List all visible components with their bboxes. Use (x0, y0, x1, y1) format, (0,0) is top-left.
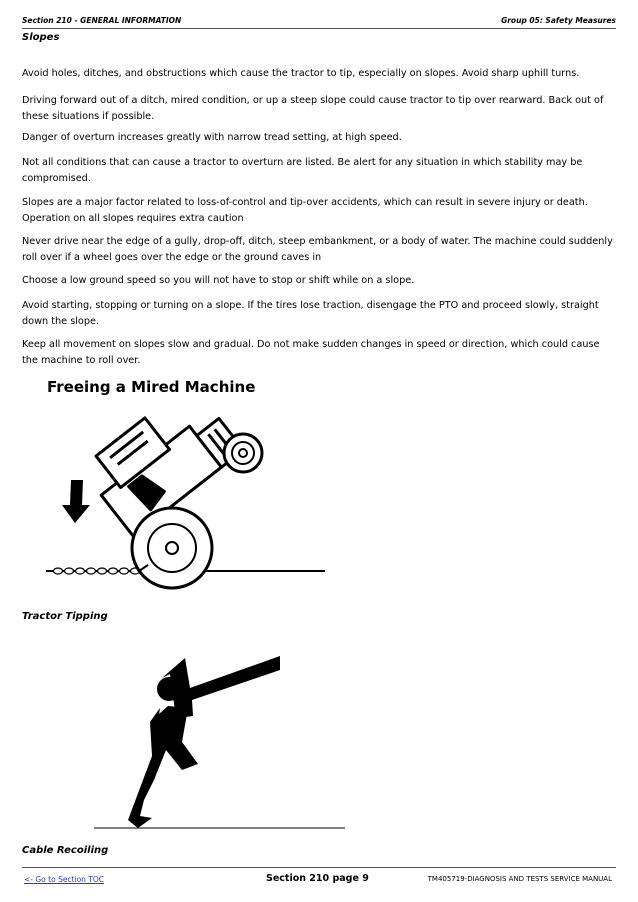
figure-caption: Cable Recoiling (22, 845, 109, 856)
page-number: Section 210 page 9 (266, 873, 369, 884)
paragraph: Avoid holes, ditches, and obstructions which cause the tractor to tip, especially on slopes. Avoid sharp uphill turns. (22, 68, 580, 79)
page-header (22, 16, 616, 28)
footer-divider (22, 867, 616, 868)
tractor-tipping-icon (40, 405, 340, 595)
paragraph: Never drive near the edge of a gully, drop-off, ditch, steep embankment, or a body of water. The machine could suddenly roll over if a wheel goes over the edge or the ground caves in (22, 236, 613, 263)
section-title: Slopes (22, 32, 60, 43)
paragraph: Slopes are a major factor related to loss-of-control and tip-over accidents, which can result in severe injury or death. Operation on all slopes requires extra caution (22, 197, 588, 224)
paragraph: Keep all movement on slopes slow and gradual. Do not make sudden changes in speed or direction, which could cause the machine to roll over. (22, 339, 600, 366)
paragraph: Danger of overturn increases greatly with narrow tread setting, at high speed. (22, 132, 402, 143)
paragraph: Driving forward out of a ditch, mired condition, or up a steep slope could cause tractor to tip over rearward. Back out of these situations if possible. (22, 95, 604, 122)
paragraph: Choose a low ground speed so you will not have to stop or shift while on a slope. (22, 275, 415, 286)
cable-recoil-icon (90, 638, 350, 833)
figure-caption: Tractor Tipping (22, 611, 108, 622)
manual-id: TM405719-DIAGNOSIS AND TESTS SERVICE MANUAL (427, 875, 612, 883)
figure-title: Freeing a Mired Machine (47, 378, 256, 396)
page-footer (22, 873, 616, 887)
header-section: Section 210 - GENERAL INFORMATION (22, 16, 182, 25)
header-group: Group 05: Safety Measures (501, 16, 616, 25)
paragraph: Avoid starting, stopping or turning on a slope. If the tires lose traction, disengage the PTO and proceed slowly, straight down the slope. (22, 300, 599, 327)
section-toc-link[interactable]: <- Go to Section TOC (24, 875, 105, 884)
paragraph: Not all conditions that can cause a tractor to overturn are listed. Be alert for any situation in which stability may be compromised. (22, 157, 583, 184)
header-divider (22, 28, 616, 29)
